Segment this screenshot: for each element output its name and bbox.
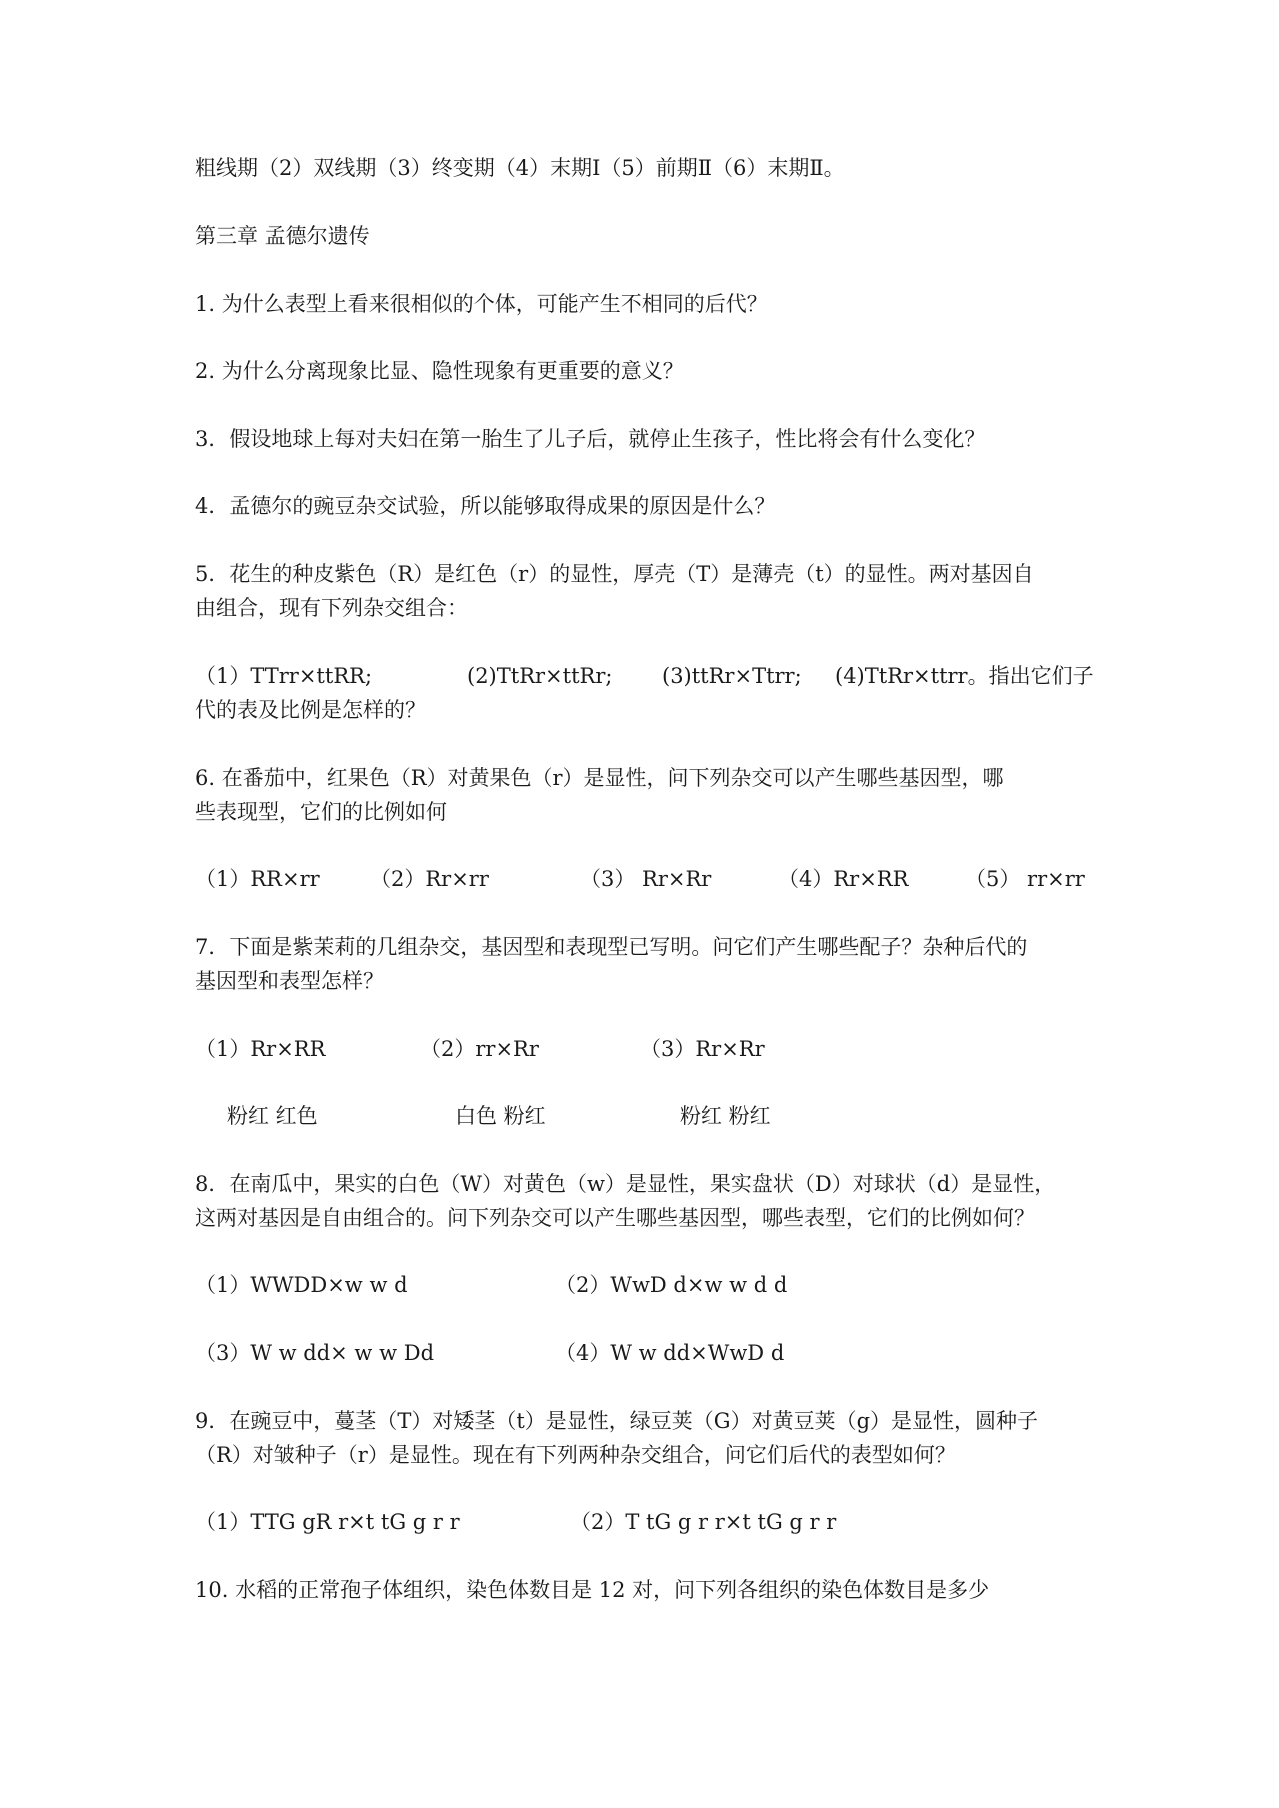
question-2: 2. 为什么分离现象比显、隐性现象有更重要的意义？ xyxy=(195,359,684,383)
question-8: 8．在南瓜中，果实的白色（W）对黄色（w）是显性，果实盘状（D）对球状（d）是显性， xyxy=(195,1172,1056,1196)
cross-item: （5） rr×rr xyxy=(965,867,1085,891)
cross-item: （1）WWDD×w w d xyxy=(195,1273,408,1297)
cross-item: （1）TTrr×ttRR; xyxy=(195,664,373,688)
question-3: 3．假设地球上每对夫妇在第一胎生了儿子后，就停止生孩子，性比将会有什么变化？ xyxy=(195,427,986,451)
question-7-cont: 基因型和表型怎样？ xyxy=(195,969,384,993)
cross-item: （3） Rr×Rr xyxy=(580,867,712,891)
question-7: 7．下面是紫茉莉的几组杂交，基因型和表现型已写明。问它们产生哪些配子？杂种后代的 xyxy=(195,935,1028,959)
chapter-heading: 第三章 孟德尔遗传 xyxy=(195,224,370,248)
cross-item: （2）WwD d×w w d d xyxy=(555,1273,788,1297)
cross-item: （1）Rr×RR xyxy=(195,1037,326,1061)
question-5: 5．花生的种皮紫色（R）是红色（r）的显性，厚壳（T）是薄壳（t）的显性。两对基因自 xyxy=(195,562,1034,586)
question-9-cont: （R）对皱种子（r）是显性。现在有下列两种杂交组合，问它们后代的表型如何？ xyxy=(195,1443,956,1467)
question-10: 10. 水稻的正常孢子体组织，染色体数目是 12 对，问下列各组织的染色体数目是多少 xyxy=(195,1578,990,1602)
phenotype-item: 粉红 红色 xyxy=(227,1104,318,1128)
cross-item: （1）RR×rr xyxy=(195,867,320,891)
question-5-cont: 由组合，现有下列杂交组合： xyxy=(195,596,468,620)
cross-item: （4）W w dd×WwD d xyxy=(555,1341,785,1365)
cross-item: (3)ttRr×Ttrr; xyxy=(662,664,802,688)
cross-item: （2）Rr×rr xyxy=(370,867,489,891)
question-5-end: 代的表及比例是怎样的？ xyxy=(195,698,426,722)
question-6-cont: 些表现型，它们的比例如何 xyxy=(195,800,447,824)
cross-item: (2)TtRr×ttRr; xyxy=(467,664,613,688)
cross-item: （3）Rr×Rr xyxy=(640,1037,765,1061)
cross-item: （2）rr×Rr xyxy=(420,1037,539,1061)
question-8-cont: 这两对基因是自由组合的。问下列杂交可以产生哪些基因型，哪些表型，它们的比例如何？ xyxy=(195,1206,1035,1230)
question-9: 9．在豌豆中，蔓茎（T）对矮茎（t）是显性，绿豆荚（G）对黄豆荚（g）是显性，圆种子 xyxy=(195,1409,1039,1433)
phenotype-item: 粉红 粉红 xyxy=(680,1104,771,1128)
text-line: 粗线期（2）双线期（3）终变期（4）末期Ⅰ（5）前期Ⅱ（6）末期Ⅱ。 xyxy=(195,156,845,180)
phenotype-item: 白色 粉红 xyxy=(455,1104,546,1128)
cross-item: (4)TtRr×ttrr。指出它们子 xyxy=(835,664,1094,688)
question-6: 6. 在番茄中，红果色（R）对黄果色（r）是显性，问下列杂交可以产生哪些基因型，哪 xyxy=(195,766,1004,790)
question-1: 1. 为什么表型上看来很相似的个体，可能产生不相同的后代？ xyxy=(195,292,768,316)
question-4: 4．孟德尔的豌豆杂交试验，所以能够取得成果的原因是什么？ xyxy=(195,494,776,518)
cross-item: （1）TTG gR r×t tG g r r xyxy=(195,1510,460,1534)
cross-item: （4）Rr×RR xyxy=(778,867,909,891)
cross-item: （3）W w dd× w w Dd xyxy=(195,1341,435,1365)
cross-item: （2）T tG g r r×t tG g r r xyxy=(570,1510,837,1534)
